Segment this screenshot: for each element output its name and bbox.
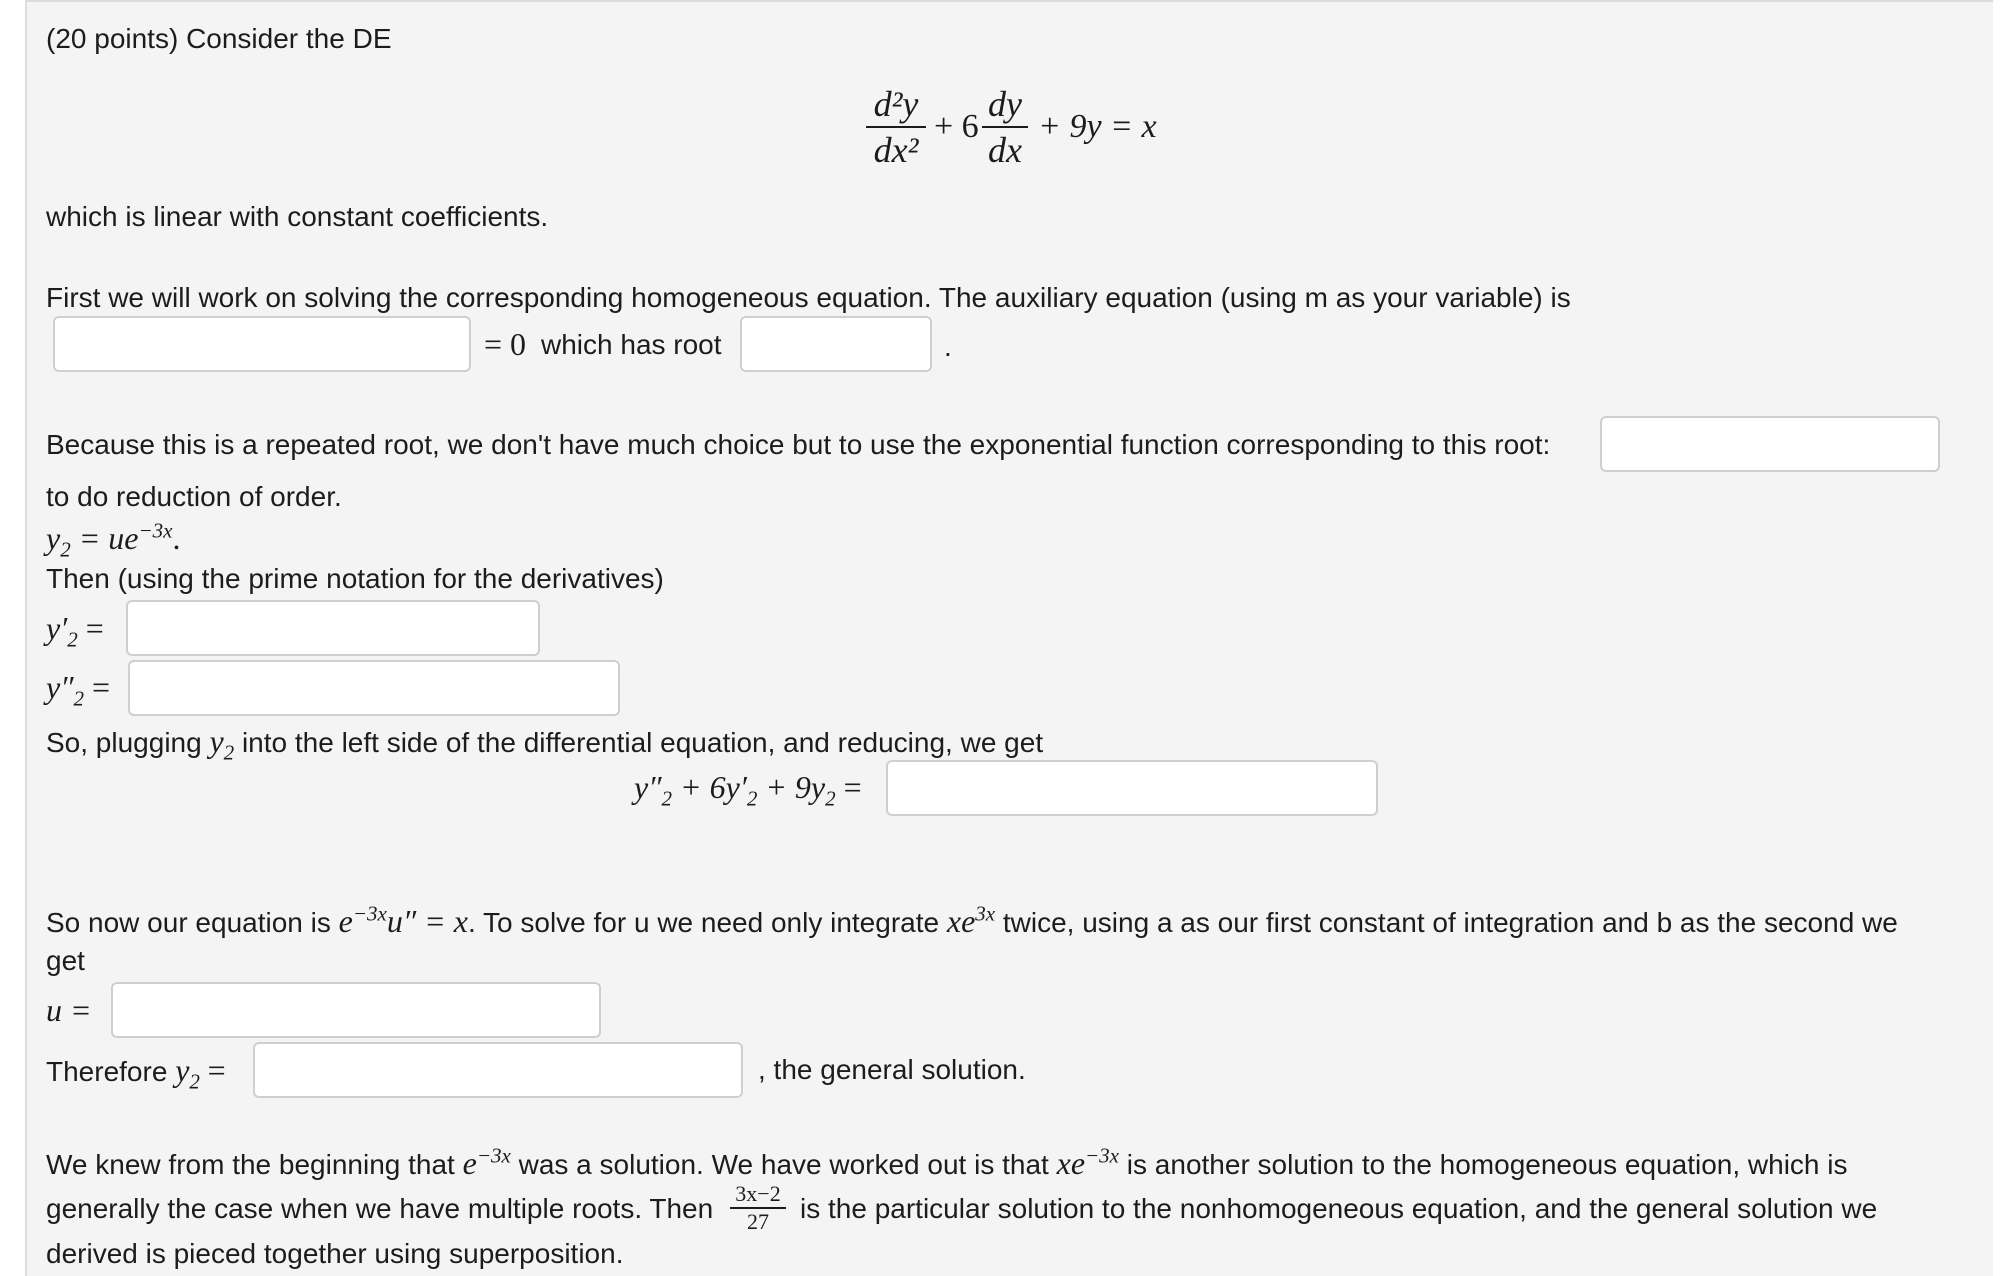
y2-double-prime-label: $y''_2$ =: [46, 669, 111, 711]
then-prime-text: Then (using the prime notation for the derivatives): [46, 563, 664, 594]
get-text: get: [46, 945, 85, 976]
u-label: u =: [46, 992, 92, 1028]
lhs-result-input[interactable]: [886, 760, 1378, 816]
question-title: (20 points) Consider the DE: [46, 23, 392, 54]
fraction-denominator: 27: [747, 1208, 769, 1234]
y2-prime-input[interactable]: [126, 600, 540, 656]
dx2-denominator: dx²: [873, 130, 919, 170]
equation-rest: + 9y = x: [1038, 108, 1157, 145]
y2-double-prime-input[interactable]: [128, 660, 620, 716]
derived-text: derived is pieced together using superposition.: [46, 1238, 624, 1269]
fraction-numerator: 3x−2: [735, 1181, 781, 1206]
homogeneous-intro: First we will work on solving the corresponding homogeneous equation. The auxiliary equation (using m as your variable) is: [46, 282, 1571, 313]
period: .: [944, 331, 952, 362]
linear-text: which is linear with constant coefficients.: [46, 201, 549, 232]
lhs-sum: $y''_2 + 6y'_2 + 9y_2$ =: [634, 769, 862, 811]
therefore-text: Therefore $y_2$ =: [46, 1052, 226, 1094]
aux-equation-input[interactable]: [53, 316, 471, 372]
now-equation-text: So now our equation is $e^{-3x}u'' = x$. To solve for u we need only integrate $xe^{3x}$ twice, using a as our first constant of integration and b as the second we: [46, 901, 1898, 939]
exp-function-input[interactable]: [1600, 416, 1940, 472]
dy-numerator: dy: [988, 84, 1022, 124]
knew-text: We knew from the beginning that $e^{-3x}$ was a solution. We have worked out is that $xe^{-3x}$ is another solution to the homogeneous equation, which is: [46, 1143, 1848, 1181]
plugging-text: So, plugging $y_2$ into the left side of the differential equation, and reducing, we get: [46, 723, 1044, 765]
repeated-root-text: Because this is a repeated root, we don't have much choice but to use the exponential function corresponding to this root:: [46, 429, 1551, 460]
fraction-bar: [982, 126, 1028, 128]
root-input[interactable]: [740, 316, 932, 372]
y2-definition: $y_2 = ue^{-3x}$.: [46, 518, 181, 562]
dy-dx-fraction: [982, 84, 1028, 170]
d2y-numerator: d²y: [873, 84, 919, 124]
general-solution-text: , the general solution.: [758, 1054, 1026, 1085]
d2y-dx2-fraction: [866, 84, 926, 170]
gen-text-b: is the particular solution to the nonhomogeneous equation, and the general solution we: [800, 1193, 1878, 1224]
y2-input[interactable]: [253, 1042, 743, 1098]
particular-solution-fraction: [730, 1182, 786, 1234]
gen-text-a: generally the case when we have multiple roots. Then: [46, 1193, 714, 1224]
reduction-text: to do reduction of order.: [46, 481, 342, 512]
y2-prime-label: $y'_2$ =: [46, 610, 104, 652]
fraction-bar: [866, 126, 926, 128]
which-has-root: which has root: [541, 329, 722, 360]
plus-six: + 6: [934, 108, 979, 145]
dx-denominator: dx: [988, 130, 1022, 170]
equals-zero: = 0: [484, 326, 527, 362]
u-input[interactable]: [111, 982, 601, 1038]
